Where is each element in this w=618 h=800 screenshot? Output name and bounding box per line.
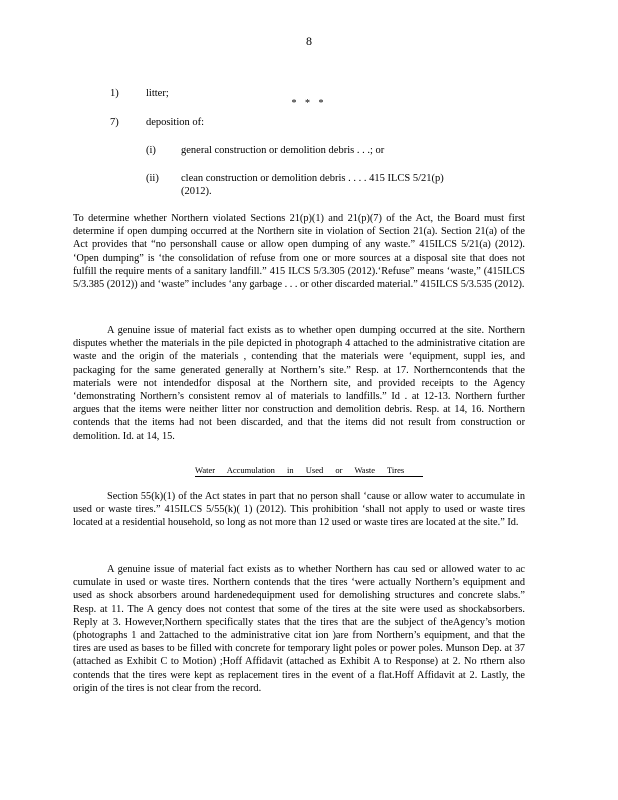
page-number: 8 [306, 34, 312, 48]
sub-item-number: (i) [146, 145, 156, 156]
omission-separator: * * * [291, 98, 327, 109]
heading-word: Waste [354, 465, 376, 475]
heading-word: or [335, 465, 343, 475]
list-item-number: 7) [110, 117, 119, 128]
sub-item-number: (ii) [146, 173, 159, 184]
heading-word: Water [195, 465, 216, 475]
paragraph-water-accumulation-issue: A genuine issue of material fact exists as to whether Northern has cau sed or allowed water to ac cumulate in used or waste tires. Northern contends that the tires ‘were actually Northern’s equipment and used as shock absorbers around hardenedequipment used for demolishing structures and concrete slabs.” Resp. at 11. The A gency does not contest that some of the tires at the site were used as shockabsorbers. Reply at 3. However,Northern specifically states that the tires that are the subject of theAgency’s motion (photographs 1 and 2attached to the administrative citat ion )are from Northern’s equipment, and that the tires are used as bases to be filled with concrete for temporary light poles or power poles. Munson Dep. at 37 (attached as Exhibit C to Motion) ;Hoff Affidavit (attached as Exhibit A to Response) at 2. No rthern also contends that the tires were kept as replacement tires in the event of a flat.Hoff Affidavit at 2. Lastly, the origin of the tires is not clear from the record. [73, 564, 525, 694]
list-item-text: litter; [146, 88, 169, 99]
sub-item-text: general construction or demolition debris . . .; or [181, 145, 385, 156]
list-item-number: 1) [110, 88, 119, 99]
paragraph-open-dumping-definition: To determine whether Northern violated Sections 21(p)(1) and 21(p)(7) of the Act, the Board must first determine if open dumping occurred at the Northern site in violation of Section 21(a). Section 21(a) of the Act provides that “no personshall cause or allow open dumping of any waste.” 415ILCS 5/21(a) (2012). ‘Open dumping” is ‘the consolidation of refuse from one or more sources at a disposal site that does not fulfill the require ments of a sanitary landfill.” 415 ILCS 5/3.305 (2012).‘Refuse” means ‘waste,” (415ILCS 5/3.385 (2012)) and ‘waste” includes ‘any garbage . . . or other discarded material.” 415ILCS 5/3.535 (2012). [73, 213, 525, 291]
list-item-text: deposition of: [146, 117, 205, 128]
paragraph-open-dumping-issue: A genuine issue of material fact exists as to whether open dumping occurred at the site. Northern disputes whether the materials in the pile depicted in photograph 4 attached to the administrative citation are waste and the origin of the materials , contending that the materials were ‘equipment, suppl ies, and packaging for the same generated generally at Northern’s site.” Resp. at 17. Northerncontends that the materials were not intendedfor disposal at the Northern site, and provided receipts to the Agency ‘demonstrating Northern’s consistent remov al of materials to landfills.” Id . at 12-13. Northern further argues that the items were neither litter nor construction and demolition debris. Resp. at 14, 16. Northern contends that the items had not been discarded, and that the items did not result from construction or demolition. Id. at 14, 15. [73, 325, 525, 442]
heading-word: Accumulation [226, 465, 275, 475]
heading-word: in Used [287, 465, 324, 475]
section-heading [195, 465, 423, 477]
paragraph-water-accumulation-statute: Section 55(k)(1) of the Act states in part that no person shall ‘cause or allow water to accumulate in used or waste tires.” 415ILCS 5/55(k)( 1) (2012). This prohibition ‘shall not apply to used or waste tires located at a residential household, so long as not more than 12 used or waste tires are located at the site.” Id. [73, 491, 525, 529]
heading-word: Tires [387, 465, 405, 475]
sub-item-text: clean construction or demolition debris . . . . 415 ILCS 5/21(p) (2012). [181, 173, 444, 197]
